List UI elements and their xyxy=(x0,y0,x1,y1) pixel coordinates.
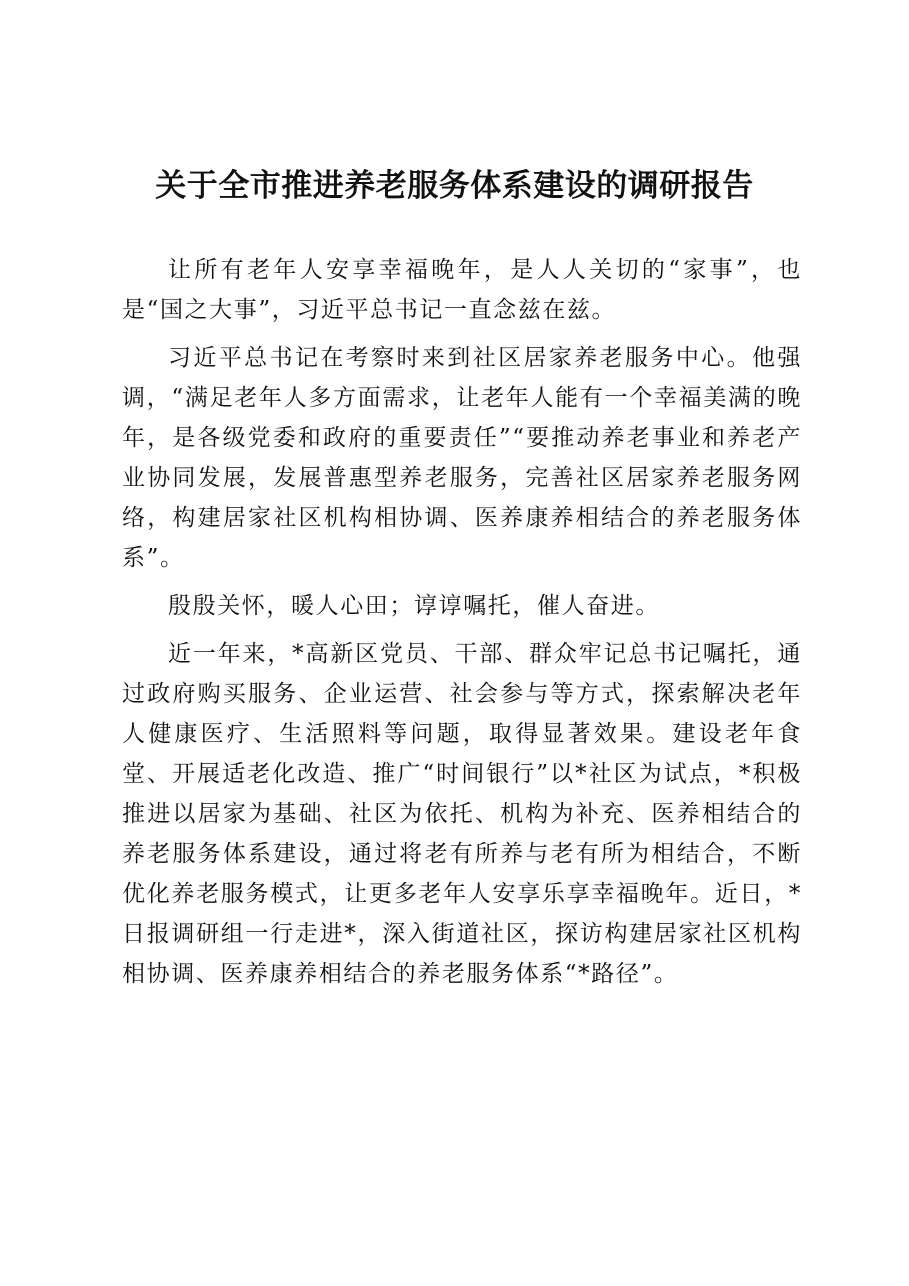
paragraph-1: 让所有老年人安享幸福晚年，是人人关切的“家事”，也是“国之大事”，习近平总书记一直念兹在兹。 xyxy=(122,257,802,323)
paragraph-4: 近一年来，*高新区党员、干部、群众牢记总书记嘱托，通过政府购买服务、企业运营、社会参与等方式，探索解决老年人健康医疗、生活照料等问题，取得显著效果。建设老年食堂、开展适老化改造、推广“时间银行”以*社区为试点，*积极推进以居家为基础、社区为依托、机构为补充、医养相结合的养老服务体系建设，通过将老有所养与老有所为相结合，不断优化养老服务模式，让更多老年人安享乐享幸福晚年。近日，*日报调研组一行走进*，深入街道社区，探访构建居家社区机构相协调、医养康养相结合的养老服务体系“*路径”。 xyxy=(122,641,802,987)
document-title: 关于全市推进养老服务体系建设的调研报告 xyxy=(155,168,754,204)
paragraph-2: 习近平总书记在考察时来到社区居家养老服务中心。他强调，“满足老年人多方面需求，让老年人能有一个幸福美满的晚年，是各级党委和政府的重要责任”“要推动养老事业和养老产业协同发展，发展普惠型养老服务，完善社区居家养老服务网络，构建居家社区机构相协调、医养康养相结合的养老服务体系”。 xyxy=(122,345,802,571)
document-body xyxy=(122,250,802,994)
paragraph-3: 殷殷关怀，暖人心田；谆谆嘱托，催人奋进。 xyxy=(168,593,660,619)
